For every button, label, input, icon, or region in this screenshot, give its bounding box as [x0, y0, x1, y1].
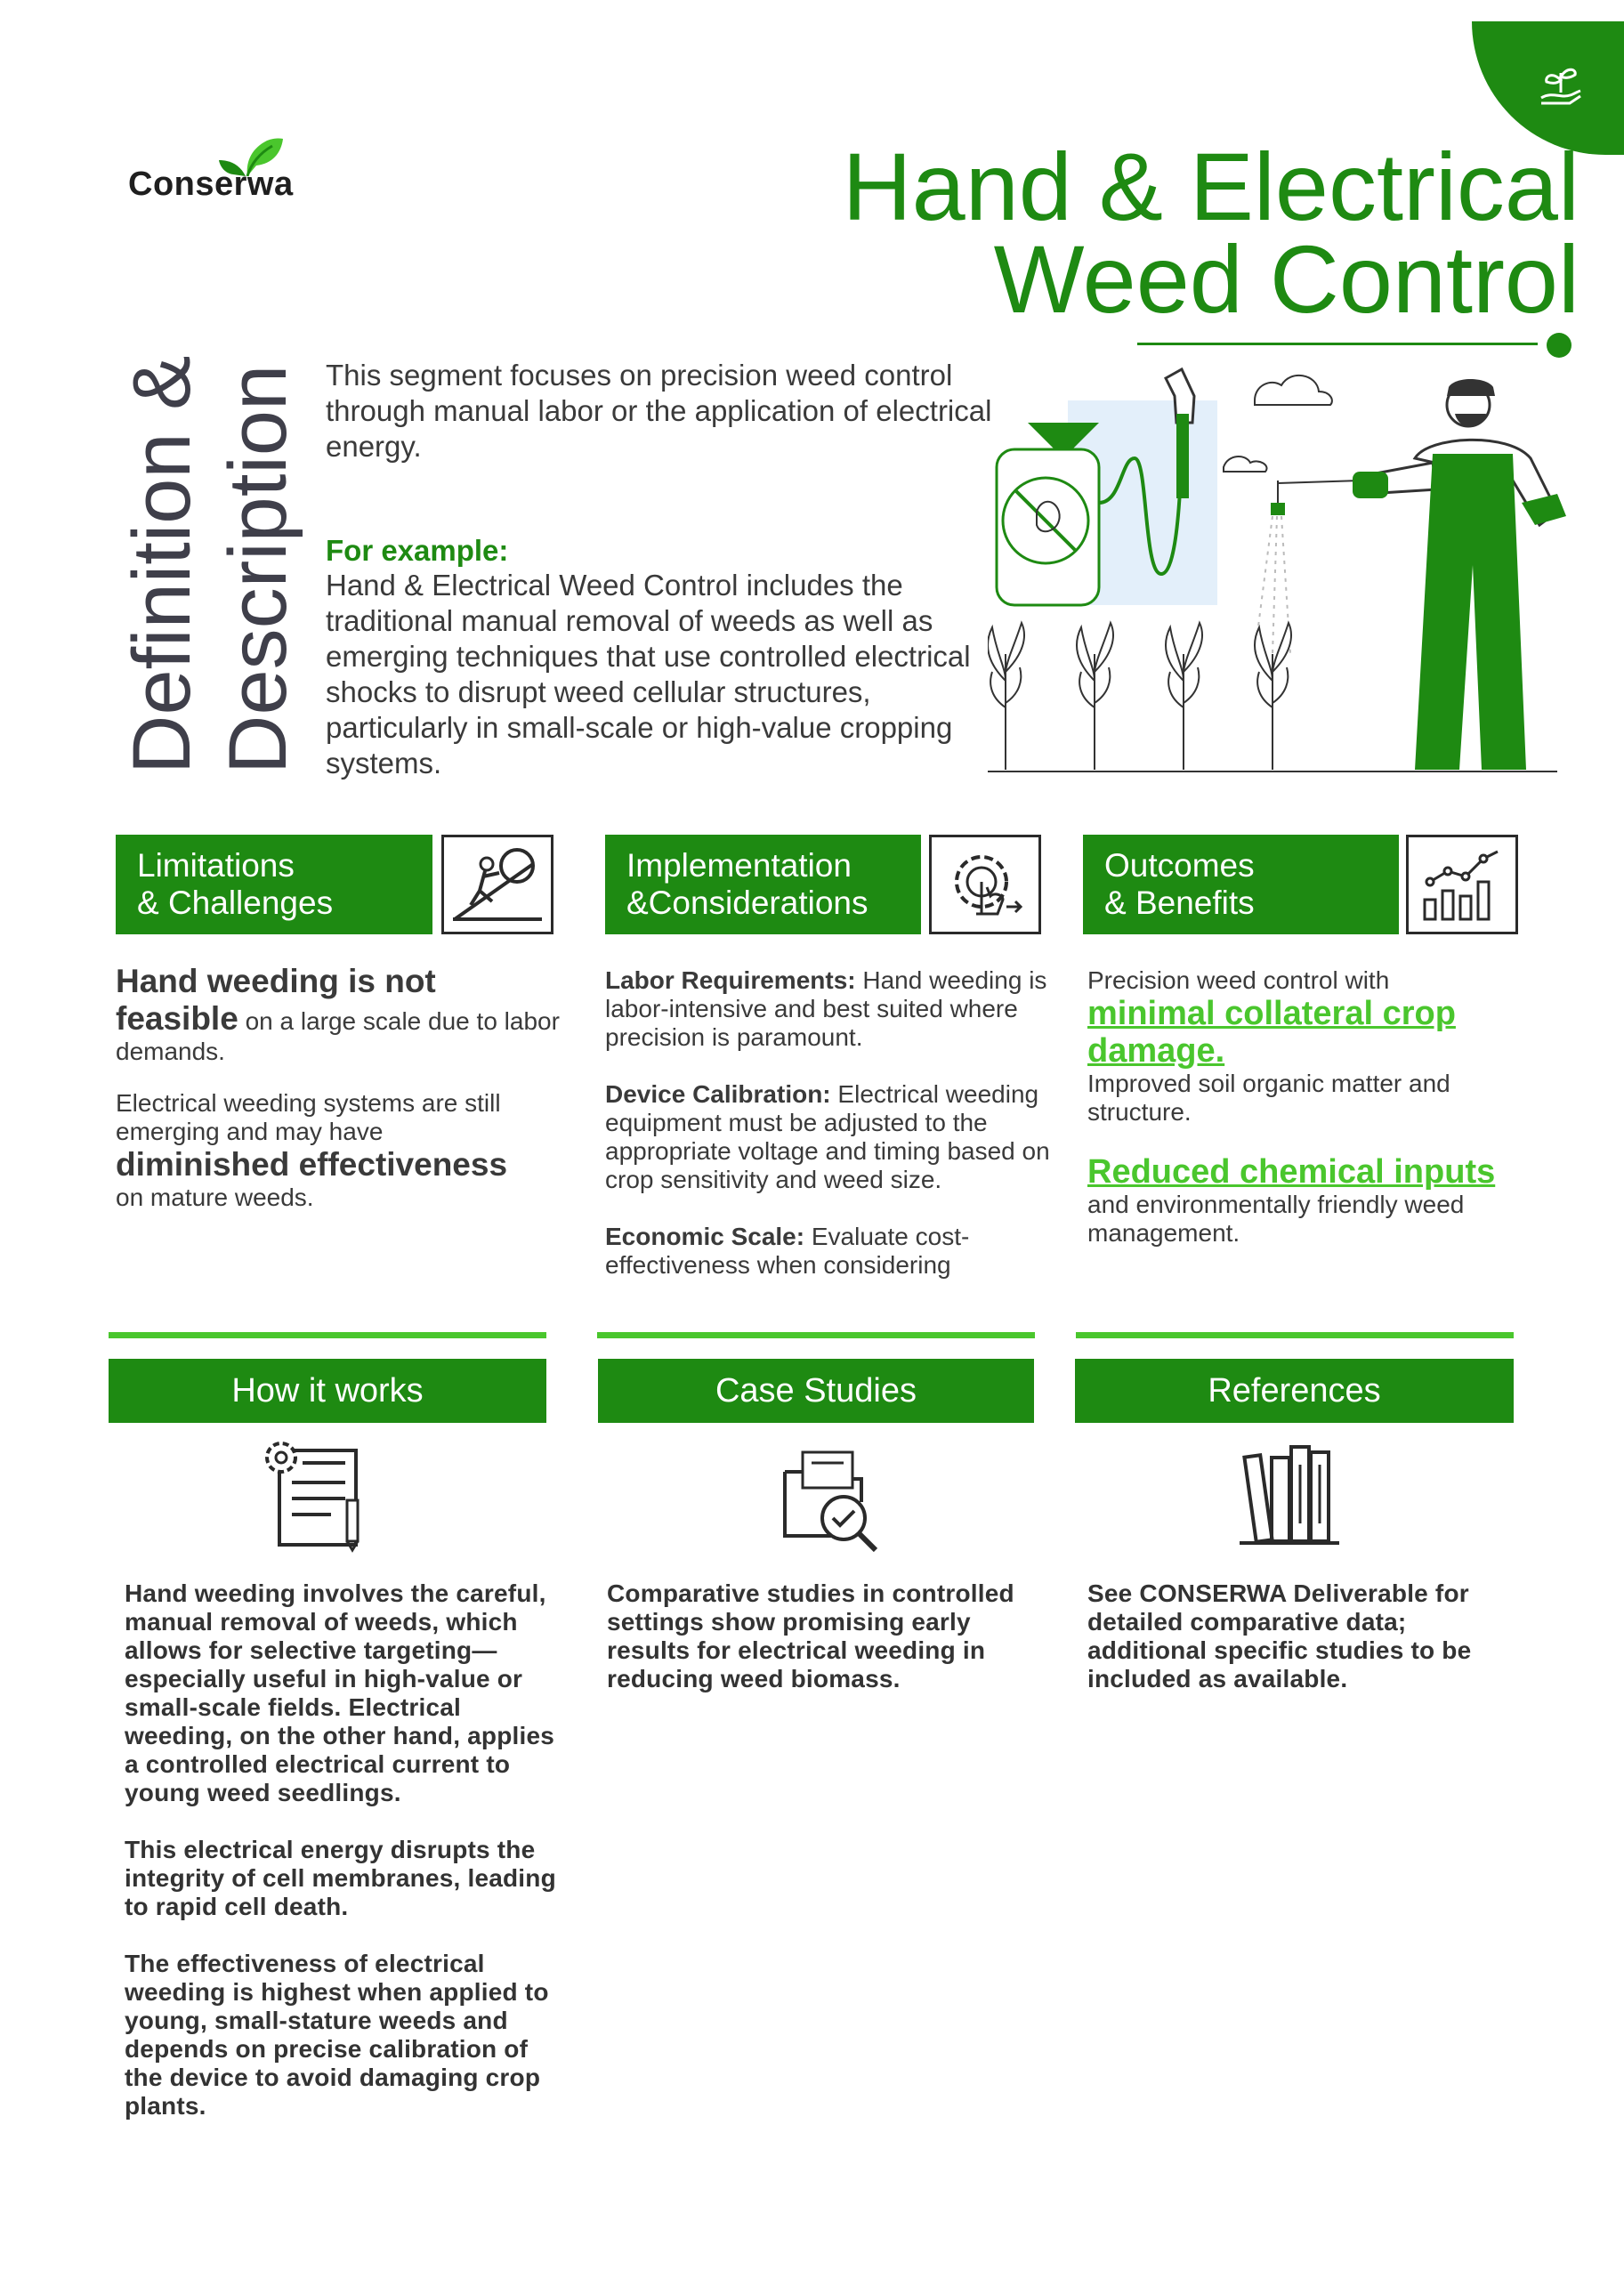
outcomes-header — [1083, 835, 1399, 934]
title-dot — [1547, 333, 1571, 358]
definition-intro: This segment focuses on precision weed control through manual labor or the application of electrical energy. — [326, 359, 992, 463]
limitations-header-line-2: & Challenges — [137, 885, 334, 921]
limitations-p2-lead: Electrical weeding systems are still emerging and may have — [116, 1089, 501, 1145]
implementation-icon-box — [929, 835, 1041, 934]
limitations-header-line-1: Limitations — [137, 847, 295, 884]
title-line-2: Weed Control — [993, 225, 1580, 333]
limitations-content — [116, 963, 561, 1212]
gear-document-icon — [260, 1438, 376, 1554]
outcomes-text-1: Improved soil organic matter and structure. — [1087, 1070, 1450, 1126]
farmer-spraying-illustration — [988, 360, 1602, 779]
implementation-item-label: Labor Requirements: — [605, 966, 856, 994]
definition-heading-line-2: Description — [213, 364, 303, 774]
case-studies-header: Case Studies — [598, 1359, 1034, 1423]
implementation-item-text: Evaluate cost-effectiveness when considering — [605, 1223, 970, 1279]
limitations-header — [116, 835, 432, 934]
gear-hand-icon — [932, 837, 1038, 932]
outcomes-lead: Precision weed control with — [1087, 966, 1390, 994]
implementation-item-text: Electrical weeding equipment must be adjusted to the appropriate voltage and timing based on crop sensitivity and weed size. — [605, 1080, 1050, 1193]
references-header: References — [1075, 1359, 1514, 1423]
references-content: See CONSERWA Deliverable for detailed comparative data; additional specific studies to be included as available. — [1087, 1579, 1472, 1692]
divider-rule — [1076, 1332, 1514, 1338]
implementation-item-text: Hand weeding is labor-intensive and best suited where precision is paramount. — [605, 966, 1047, 1051]
logo-text: Conserwa — [128, 166, 294, 203]
outcomes-text-2: and environmentally friendly weed management. — [1087, 1191, 1465, 1247]
how-it-works-paragraph: This electrical energy disrupts the integrity of cell membranes, leading to rapid cell death. — [125, 1836, 556, 1920]
definition-heading-line-1: Definition & — [117, 355, 207, 774]
outcomes-header-line-1: Outcomes — [1104, 847, 1255, 884]
growth-chart-icon — [1409, 837, 1515, 932]
folder-search-icon — [776, 1440, 892, 1555]
plant-hand-icon — [1534, 57, 1588, 110]
outcomes-icon-box — [1406, 835, 1518, 934]
outcomes-content — [1087, 966, 1537, 1248]
how-it-works-header: How it works — [109, 1359, 546, 1423]
implementation-item-label: Economic Scale: — [605, 1223, 805, 1250]
limitations-p1-highlight: Hand weeding is not feasible — [116, 963, 436, 1037]
divider-rule — [109, 1332, 546, 1338]
how-it-works-paragraph: The effectiveness of electrical weeding is highest when applied to young, small-stature weeds and depends on precise calibration of the device to avoid damaging crop plants. — [125, 1950, 549, 2120]
implementation-header — [605, 835, 921, 934]
implementation-header-line-1: Implementation — [626, 847, 852, 884]
outcomes-header-line-2: & Benefits — [1104, 885, 1255, 921]
page-title — [623, 133, 1580, 333]
how-it-works-paragraph: Hand weeding involves the careful, manual removal of weeds, which allows for selective targeting—especially useful in high-value or small-scale fields. Electrical weeding, on the other hand, applies a controlled electrical current to young weed seedlings. — [125, 1579, 555, 1806]
implementation-header-line-2: &Considerations — [626, 885, 869, 921]
limitations-icon-box — [441, 835, 553, 934]
logo — [128, 133, 342, 205]
implementation-item-label: Device Calibration: — [605, 1080, 831, 1108]
outcomes-highlight-1: minimal collateral crop damage. — [1087, 995, 1456, 1070]
title-line-1: Hand & Electrical — [842, 133, 1580, 240]
limitations-p2-text: on mature weeds. — [116, 1183, 314, 1211]
title-rule — [1137, 343, 1538, 345]
limitations-p1-text: on a large scale due to labor demands. — [116, 1007, 560, 1065]
example-label: For example: — [326, 534, 509, 567]
limitations-p2-highlight: diminished effectiveness — [116, 1146, 508, 1183]
uphill-boulder-icon — [444, 837, 551, 932]
divider-rule — [597, 1332, 1035, 1338]
definition-heading — [114, 311, 319, 774]
outcomes-highlight-2: Reduced chemical inputs — [1087, 1153, 1496, 1191]
case-studies-content: Comparative studies in controlled settings show promising early results for electrical weeding in reducing weed biomass. — [607, 1579, 1014, 1692]
how-it-works-content — [125, 1579, 561, 2149]
example-body: Hand & Electrical Weed Control includes the traditional manual removal of weeds as well as emerging techniques that use controlled electrical shocks to disrupt weed cellular structures, particularly in small-scale or high-value cropping systems. — [326, 569, 971, 780]
implementation-content — [605, 966, 1059, 1280]
books-icon — [1232, 1438, 1348, 1554]
